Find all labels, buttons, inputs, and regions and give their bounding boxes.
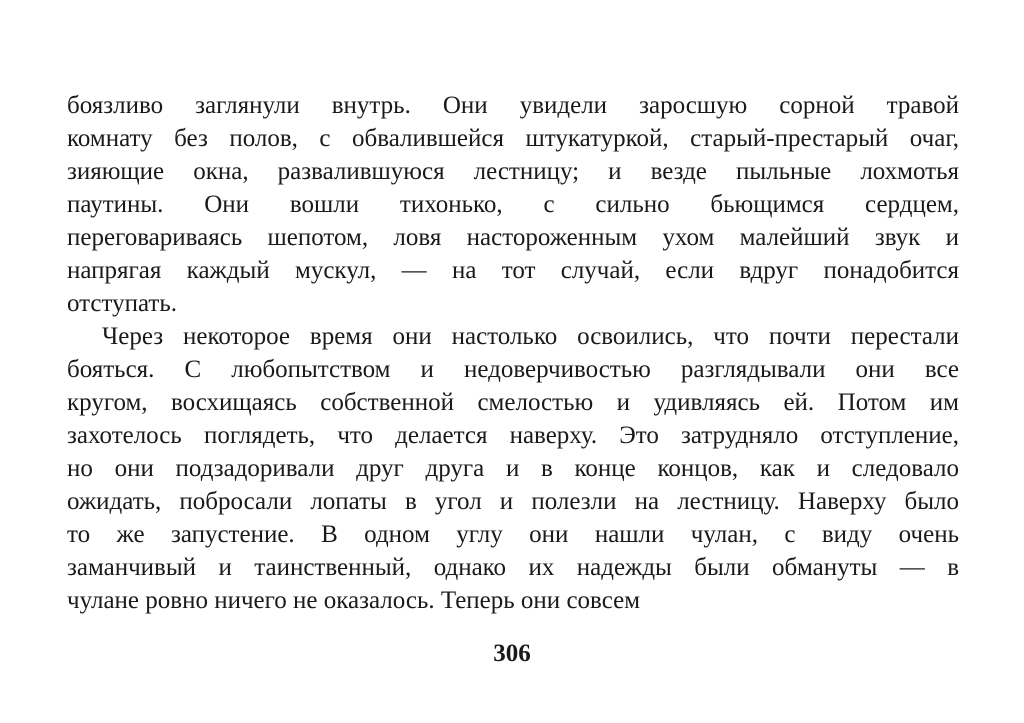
text-line: переговариваясь шепотом, ловя настороженным ухом малейший звук и: [67, 224, 959, 251]
paragraph-1: [67, 89, 959, 320]
text-line: бояться. С любопытством и недоверчивостью разглядывали они все: [67, 356, 959, 383]
text-line: заманчивый и таинственный, однако их надежды были обмануты — в: [67, 554, 959, 581]
text-line: но они подзадоривали друг друга и в конце концов, как и следовало: [67, 455, 959, 482]
text-line: боязливо заглянули внутрь. Они увидели заросшую сорной травой: [67, 92, 959, 119]
paragraph-2: [67, 320, 959, 617]
text-line: Через некоторое время они настолько освоились, что почти перестали: [102, 323, 959, 350]
text-line: паутины. Они вошли тихонько, с сильно бьющимся сердцем,: [67, 191, 959, 218]
page-number: 306: [493, 640, 531, 667]
text-line: отступать.: [67, 290, 177, 317]
body-text: [67, 89, 959, 617]
text-line: то же запустение. В одном углу они нашли чулан, с виду очень: [67, 521, 959, 548]
text-line: комнату без полов, с обвалившейся штукатуркой, старый-престарый очаг,: [67, 125, 959, 152]
text-line: чулане ровно ничего не оказалось. Теперь они совсем: [67, 587, 641, 614]
text-line: зияющие окна, развалившуюся лестницу; и везде пыльные лохмотья: [67, 158, 959, 185]
text-line: кругом, восхищаясь собственной смелостью и удивляясь ей. Потом им: [67, 389, 959, 416]
text-line: захотелось поглядеть, что делается наверху. Это затрудняло отступление,: [67, 422, 959, 449]
text-line: ожидать, побросали лопаты в угол и полезли на лестницу. Наверху было: [67, 488, 959, 515]
text-line: напрягая каждый мускул, — на тот случай, если вдруг понадобится: [67, 257, 959, 284]
